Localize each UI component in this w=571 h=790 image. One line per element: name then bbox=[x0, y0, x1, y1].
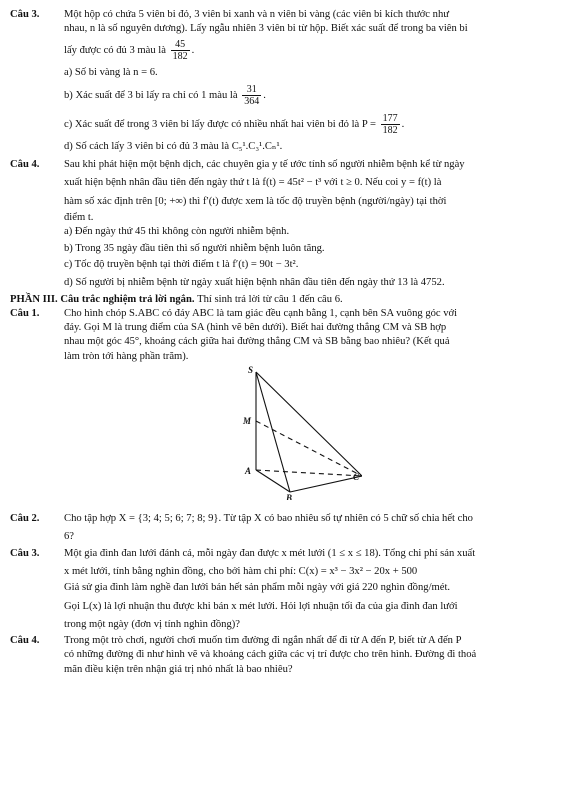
question-text-line: có những đường đi như hình vẽ và khoảng cách giữa các vị trí được cho trên hình. Đường đi thoả bbox=[64, 649, 477, 661]
question-text-line: 6? bbox=[64, 531, 74, 543]
question-4 bbox=[10, 158, 563, 290]
vertex-label-C: C bbox=[353, 472, 360, 483]
pyramid-diagram bbox=[212, 364, 362, 500]
pyramid-figure bbox=[10, 364, 563, 502]
question-label: Câu 1. bbox=[10, 307, 40, 319]
section-heading bbox=[10, 293, 563, 307]
question-label: Câu 3. bbox=[10, 9, 40, 20]
question-text-line: làm tròn tới hàng phần trăm). bbox=[64, 350, 189, 362]
edge-SB bbox=[256, 372, 290, 492]
part3-question-2 bbox=[10, 512, 563, 545]
option-b-fraction: $\frac{31}{364}$ bbox=[244, 83, 260, 107]
option-c: c) Tốc độ truyền bệnh tại thời điểm t là f′(t) = 90t − 3t². bbox=[64, 258, 299, 270]
question-text-line: hàm số xác định trên [0; +∞) thì f′(t) được xem là tốc độ truyền bệnh (người/ngày) tại thời bbox=[64, 195, 447, 207]
exam-page bbox=[10, 8, 563, 677]
question-text-line: Một hộp có chứa 5 viên bi đỏ, 3 viên bi xanh và n viên bi vàng (các viên bi kích thước như bbox=[64, 9, 449, 20]
section-instruction: Thí sinh trả lời từ câu 1 đến câu 6. bbox=[197, 293, 343, 305]
part3-question-1 bbox=[10, 307, 563, 364]
option-b: b) Xác suất để 3 bi lấy ra chỉ có 1 màu là $\frac{31}{364}$ . bbox=[64, 83, 266, 107]
option-b: b) Trong 35 ngày đầu tiên thì số người nhiễm bệnh luôn tăng. bbox=[64, 242, 325, 254]
question-text-line: trong một ngày (đơn vị tính nghìn đồng)? bbox=[64, 618, 240, 630]
part3-question-3 bbox=[10, 547, 563, 632]
part3-question-4 bbox=[10, 634, 563, 677]
question-text-line: Một gia đình đan lưới đánh cá, mỗi ngày đan được x mét lưới (1 ≤ x ≤ 18). Tổng chi phí sản xuất bbox=[64, 547, 476, 559]
question-text-line: nhau, n là số nguyên dương). Lấy ngẫu nhiên 3 viên bi từ hộp. Biết xác suất để trong ba viên bi bbox=[64, 23, 468, 35]
edge-AC-hidden bbox=[256, 470, 362, 476]
vertex-label-M: M bbox=[243, 416, 252, 427]
edge-BC bbox=[290, 476, 362, 492]
question-text-line: x mét lưới, tính bằng nghìn đồng, cho bởi hàm chi phí: C(x) = x³ − 3x² − 20x + 500 bbox=[64, 565, 418, 577]
question-text-line: điểm t. bbox=[64, 212, 94, 224]
vertex-label-B: B bbox=[286, 493, 293, 501]
question-text-line: Giả sử gia đình làm nghề đan lưới bán hết sản phẩm mỗi ngày với giá 220 nghìn đồng/mét. bbox=[64, 582, 451, 594]
question-text-line: Gọi L(x) là lợi nhuận thu được khi bán x mét lưới. Hỏi lợi nhuận tối đa của gia đình đan lưới bbox=[64, 600, 458, 612]
question-label: Câu 4. bbox=[10, 635, 40, 647]
option-d: d) Số người bị nhiễm bệnh từ ngày xuất hiện bệnh nhân đầu tiên đến ngày thứ 13 là 4752. bbox=[64, 277, 445, 289]
option-d: d) Số cách lấy 3 viên bi có đủ 3 màu là C₅¹.C₃¹.Cₙ¹. bbox=[64, 140, 283, 152]
question-label: Câu 3. bbox=[10, 547, 40, 559]
question-text-line: Cho tập hợp X = {3; 4; 5; 6; 7; 8; 9}. Từ tập X có bao nhiêu số tự nhiên có 5 chữ số chia hết cho bbox=[64, 513, 473, 525]
option-a: a) Đến ngày thứ 45 thì không còn người nhiễm bệnh. bbox=[64, 226, 290, 238]
question-text-line: Sau khi phát hiện một bệnh dịch, các chuyên gia y tế ước tính số người nhiễm bệnh kể từ ngày bbox=[64, 159, 465, 171]
edge-SC bbox=[256, 372, 362, 476]
option-a: a) Số bi vàng là n = 6. bbox=[64, 66, 158, 78]
question-text-line: nhau một góc 45°, khoảng cách giữa hai đường thẳng CM và SB bằng bao nhiêu? (Kết quả bbox=[64, 336, 450, 348]
question-text-line: lấy được có đủ 3 màu là $\frac{45}{182}$ . bbox=[64, 38, 195, 62]
vertex-label-A: A bbox=[245, 466, 252, 477]
option-c-fraction: $\frac{177}{182}$ bbox=[382, 112, 398, 136]
option-c: c) Xác suất để trong 3 viên bi lấy được có nhiều nhất hai viên bi đỏ là P = $\frac{177}{182}$ . bbox=[64, 112, 405, 136]
question-text-line: xuất hiện bệnh nhân đầu tiên đến ngày thứ t là f(t) = 45t² − t³ với t ≥ 0. Nếu coi y = f(t) là bbox=[64, 177, 442, 189]
question-text-line: mãn điều kiện trên nhận giá trị nhỏ nhất là bao nhiêu? bbox=[64, 663, 293, 675]
question-label: Câu 4. bbox=[10, 159, 40, 171]
question-text-line: Cho hình chóp S.ABC có đáy ABC là tam giác đều cạnh bằng 1, cạnh bên SA vuông góc với bbox=[64, 307, 458, 319]
question-label: Câu 2. bbox=[10, 513, 40, 525]
question-text-line: Trong một trò chơi, người chơi muốn tìm đường đi ngắn nhất để đi từ A đến P, biết từ A đến P bbox=[64, 635, 462, 647]
question-3 bbox=[10, 8, 563, 154]
vertex-label-S: S bbox=[248, 365, 254, 376]
question-text-line: đáy. Gọi M là trung điểm của SA (hình vẽ bên dưới). Biết hai đường thẳng CM và SB hợp bbox=[64, 322, 447, 334]
section-title: PHẦN III. Câu trắc nghiệm trả lời ngắn. bbox=[10, 293, 195, 305]
probability-fraction: $\frac{45}{182}$ bbox=[172, 38, 188, 62]
